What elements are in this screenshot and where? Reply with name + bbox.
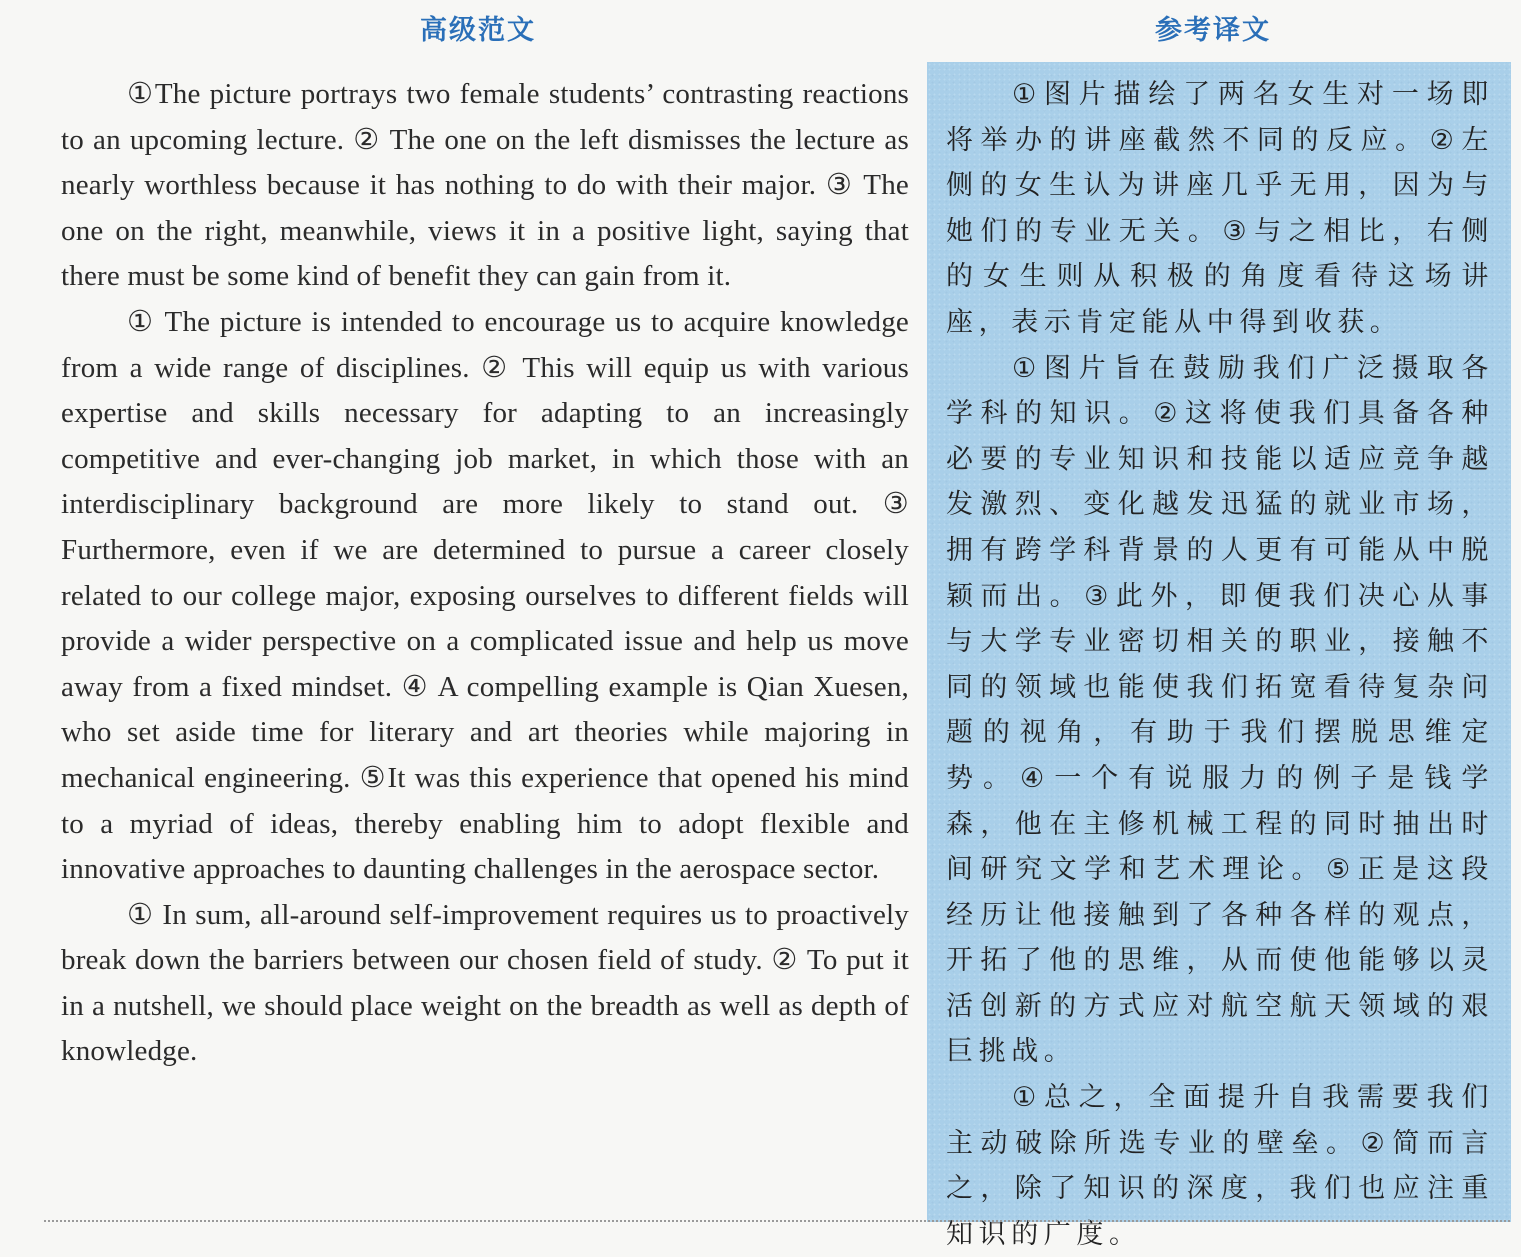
dotted-divider bbox=[44, 1220, 1510, 1222]
chinese-paragraph-3: ①总之，全面提升自我需要我们主动破除所选专业的壁垒。②简而言之，除了知识的深度，我们也应注重知识的广度。 bbox=[946, 1082, 1494, 1250]
translation-heading: 参考译文 bbox=[1155, 15, 1271, 46]
english-paragraph-3: ① In sum, all-around self-improvement requires us to proactively break down the barriers between our chosen field of study. ② To put it in a nutshell, we should place weight on the breadth as well as depth of knowledge. bbox=[61, 898, 909, 1068]
english-paragraph-1: ①The picture portrays two female students’ contrasting reactions to an upcoming lecture. ② The one on the left dismisses the lecture as nearly worthless because it has nothing to do with their major. ③ The one on the right, meanwhile, views it in a positive light, saying that there must be some kind of benefit they can gain from it. bbox=[61, 78, 909, 293]
chinese-paragraph-1: ①图片描绘了两名女生对一场即将举办的讲座截然不同的反应。②左侧的女生认为讲座几乎无用，因为与她们的专业无关。③与之相比，右侧的女生则从积极的角度看待这场讲座，表示肯定能从中得到收获。 bbox=[946, 79, 1494, 338]
english-paragraph-2: ① The picture is intended to encourage us to acquire knowledge from a wide range of disciplines. ② This will equip us with various expertise and skills necessary for adapting to an increasingly competitive and ever-changing job market, in which those with an interdisciplinary background are more likely to stand out. ③ Furthermore, even if we are determined to pursue a career closely related to our college major, exposing ourselves to different fields will provide a wider perspective on a complicated issue and help us move away from a fixed mindset. ④ A compelling example is Qian Xuesen, who set aside time for literary and art theories while majoring in mechanical engineering. ⑤It was this experience that opened his mind to a myriad of ideas, thereby enabling him to adopt flexible and innovative approaches to daunting challenges in the aerospace sector. bbox=[61, 305, 909, 886]
english-essay bbox=[61, 72, 909, 1075]
chinese-translation bbox=[946, 72, 1494, 1257]
model-essay-heading: 高级范文 bbox=[420, 15, 536, 46]
chinese-paragraph-2: ①图片旨在鼓励我们广泛摄取各学科的知识。②这将使我们具备各种必要的专业知识和技能以适应竞争越发激烈、变化越发迅猛的就业市场，拥有跨学科背景的人更有可能从中脱颖而出。③此外，即便我们决心从事与大学专业密切相关的职业，接触不同的领域也能使我们拓宽看待复杂问题的视角，有助于我们摆脱思维定势。④一个有说服力的例子是钱学森，他在主修机械工程的同时抽出时间研究文学和艺术理论。⑤正是这段经历让他接触到了各种各样的观点，开拓了他的思维，从而使他能够以灵活创新的方式应对航空航天领域的艰巨挑战。 bbox=[946, 352, 1494, 1068]
